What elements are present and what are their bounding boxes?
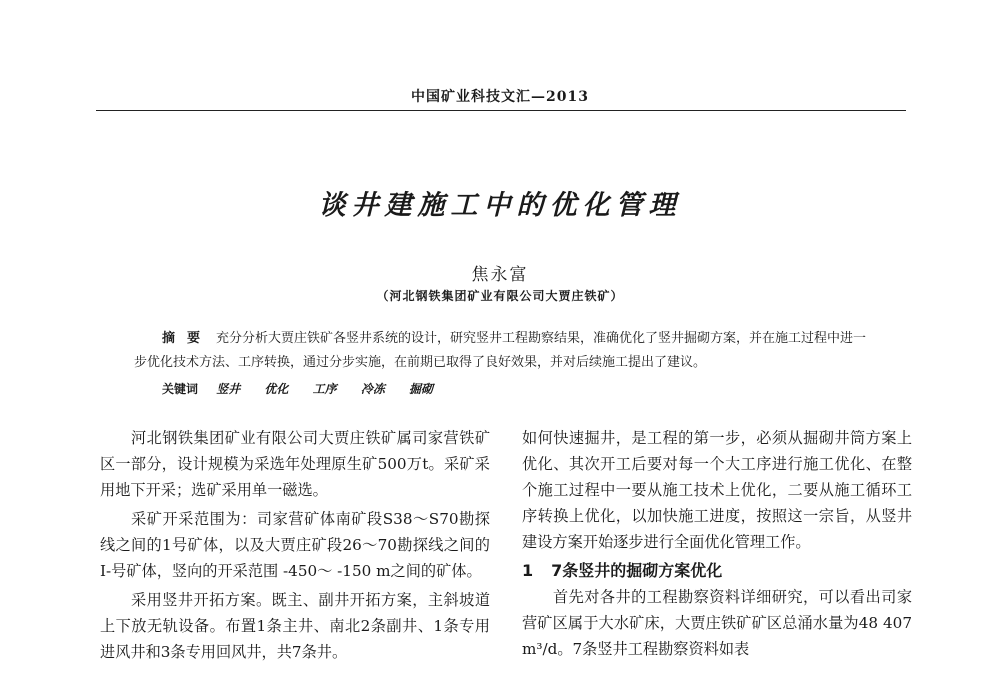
keyword: 工序 [312, 382, 337, 396]
abstract-label: 摘要 [162, 331, 213, 346]
keywords [162, 380, 453, 397]
running-header: 中国矿业科技文汇—2013 [411, 89, 589, 105]
body-paragraph: 采矿开采范围为：司家营矿体南矿段S38～S70勘探线之间的1号矿体，以及大贾庄矿段26～70勘探线之间的Ⅰ-号矿体，竖向的开采范围 -450～ -150 m之间的矿体。 [100, 510, 490, 580]
keyword: 掘砌 [409, 382, 434, 396]
body-paragraph: 首先对各井的工程勘察资料详细研究，可以看出司家营矿区属于大水矿床，大贾庄铁矿矿区总涌水量为48 407 m³/d。7条竖井工程勘察资料如表 [522, 588, 912, 658]
keyword: 冷冻 [360, 382, 385, 396]
article-author: 焦永富 [471, 265, 529, 285]
body-paragraph: 如何快速掘井，是工程的第一步，必须从掘砌井筒方案上优化、其次开工后要对每一个大工序进行施工优化、在整个施工过程中一要从施工技术上优化，二要从施工循环工序转换上优化，以加快施工进度，按照这一宗旨，从竖井建设方案开始逐步进行全面优化管理工作。 [522, 429, 912, 551]
section-title: 7条竖井的掘砌方案优化 [551, 561, 723, 580]
right-column [522, 425, 912, 665]
section-number: 1 [522, 561, 534, 580]
keyword: 竖井 [216, 382, 241, 396]
header-rule [96, 110, 906, 111]
body-paragraph: 采用竖井开拓方案。既主、副井开拓方案，主斜坡道上下放无轨设备。布置1条主井、南北2条副井、1条专用进风井和3条专用回风井，共7条井。 [100, 591, 490, 661]
keyword: 优化 [264, 382, 289, 396]
abstract-text: 充分分析大贾庄铁矿各竖井系统的设计，研究竖井工程勘察结果，准确优化了竖井掘砌方案，并在施工过程中进一步优化技术方法、工序转换，通过分步实施，在前期已取得了良好效果，并对后续施工提出了建议。 [134, 331, 867, 370]
section-heading [522, 558, 912, 584]
article-title: 谈井建施工中的优化管理 [318, 190, 682, 221]
article-affiliation: （河北钢铁集团矿业有限公司大贾庄铁矿） [376, 289, 624, 303]
abstract [134, 327, 874, 375]
body-paragraph: 河北钢铁集团矿业有限公司大贾庄铁矿属司家营铁矿区一部分，设计规模为采选年处理原生矿500万t。采矿采用地下开采；选矿采用单一磁选。 [100, 429, 490, 499]
left-column [100, 425, 490, 668]
keywords-label: 关键词 [162, 382, 199, 396]
